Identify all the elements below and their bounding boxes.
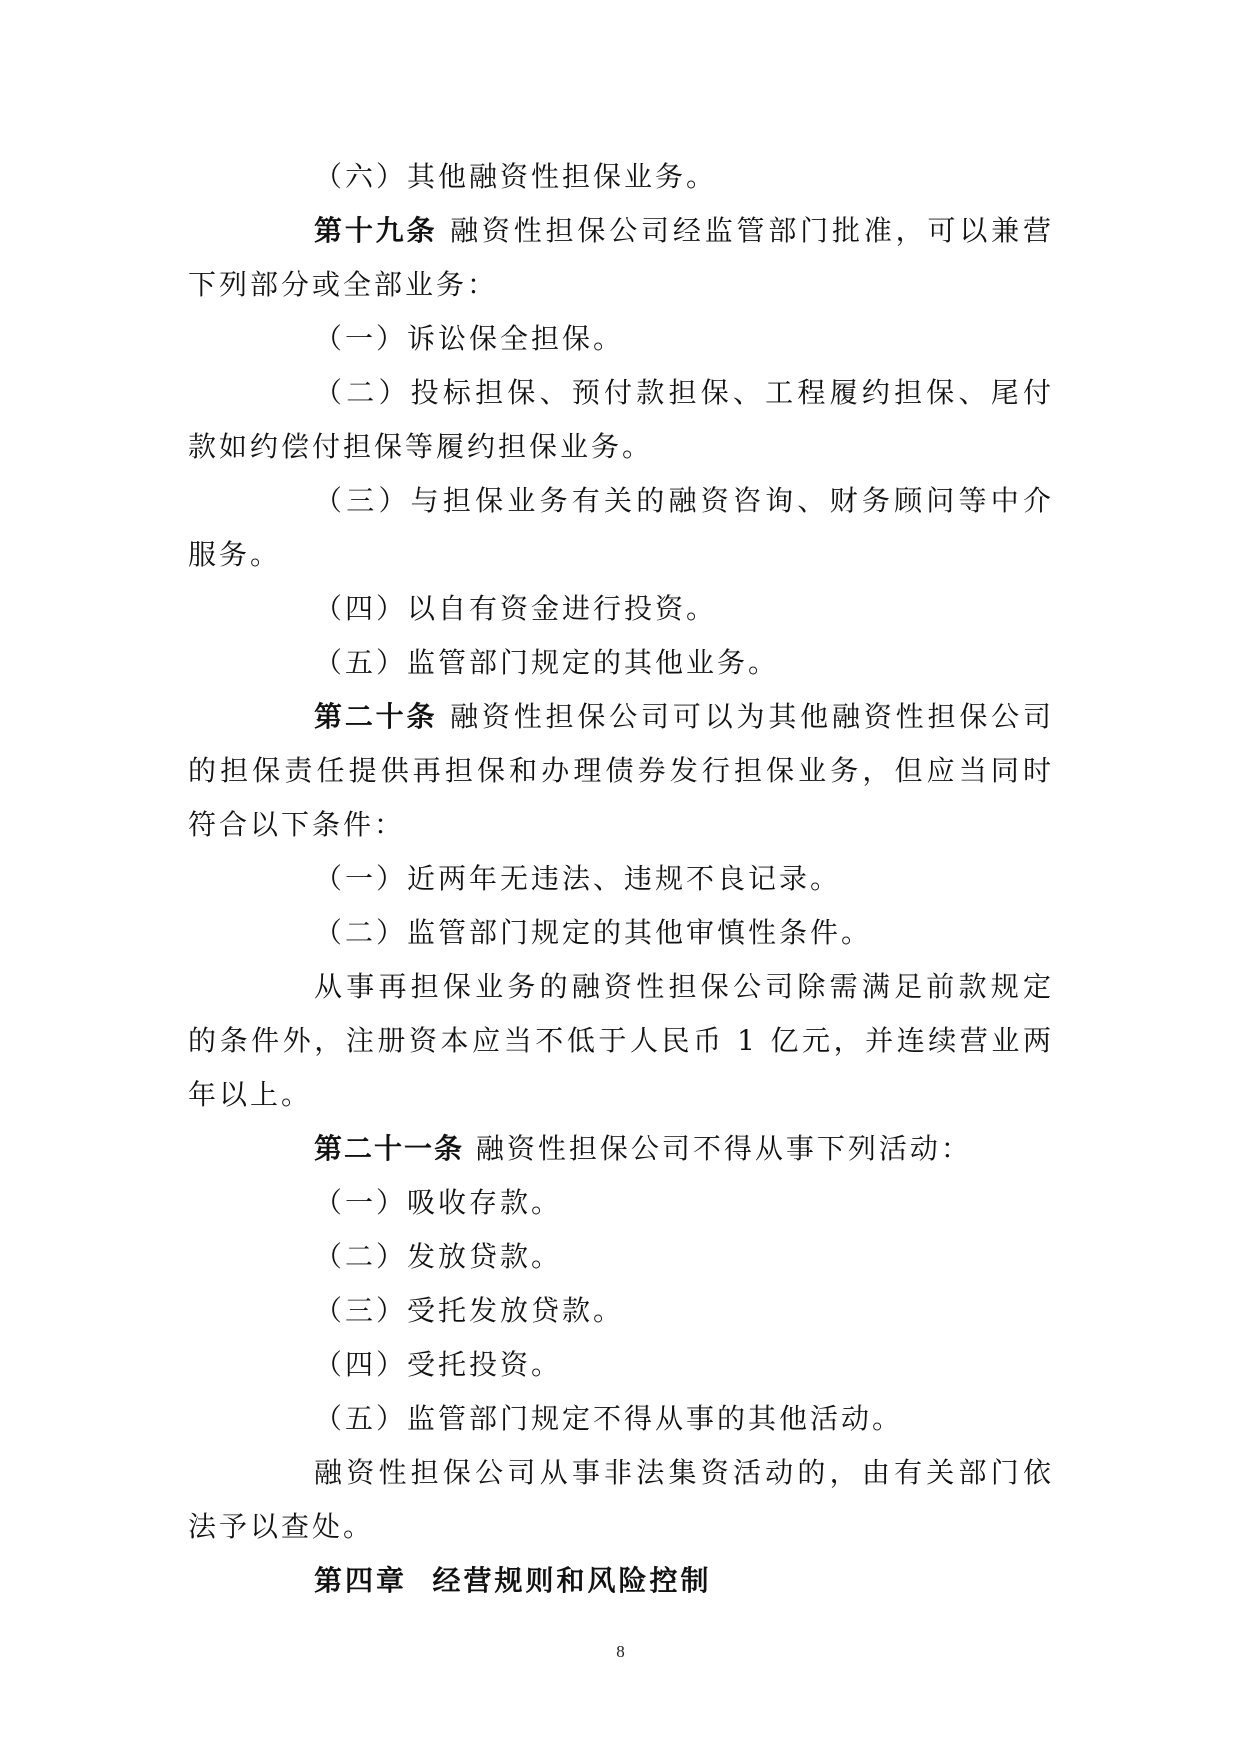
paragraph-text: （一）近两年无违法、违规不良记录。	[314, 862, 842, 895]
paragraph-text: 融资性担保公司经监管部门批准，可以兼营下列部分或全部业务：	[188, 214, 1054, 301]
paragraph-text: （三）与担保业务有关的融资咨询、财务顾问等中介服务。	[188, 484, 1054, 571]
paragraph-text: （四）受托投资。	[314, 1348, 563, 1381]
article-number: 第二十一条	[314, 1132, 465, 1165]
chapter-heading: 第四章 经营规则和风险控制	[314, 1564, 712, 1597]
paragraph-text: （二）监管部门规定的其他审慎性条件。	[314, 916, 873, 949]
clause-6-other-financing-guarantee	[188, 150, 1054, 204]
article-21-item-3	[188, 1284, 1054, 1338]
paragraph-text: （一）吸收存款。	[314, 1186, 563, 1219]
paragraph-text: 融资性担保公司可以为其他融资性担保公司的担保责任提供再担保和办理债券发行担保业务，但应当同时符合以下条件：	[188, 700, 1054, 841]
paragraph-text: （六）其他融资性担保业务。	[314, 160, 718, 193]
page-number: 8	[616, 1642, 625, 1661]
paragraph-text: 融资性担保公司从事非法集资活动的，由有关部门依法予以查处。	[188, 1456, 1054, 1543]
paragraph-text: 从事再担保业务的融资性担保公司除需满足前款规定的条件外，注册资本应当不低于人民币 1 亿元，并连续营业两年以上。	[188, 970, 1054, 1111]
article-21-item-2	[188, 1230, 1054, 1284]
paragraph-text: （二）发放贷款。	[314, 1240, 563, 1273]
paragraph-text: （五）监管部门规定的其他业务。	[314, 646, 780, 679]
article-20	[188, 690, 1054, 852]
paragraph-text: 融资性担保公司不得从事下列活动：	[475, 1132, 972, 1165]
article-21-paragraph-2	[188, 1446, 1054, 1554]
article-21-item-5	[188, 1392, 1054, 1446]
article-20-paragraph-2	[188, 960, 1054, 1122]
article-19-item-1	[188, 312, 1054, 366]
paragraph-text: （五）监管部门规定不得从事的其他活动。	[314, 1402, 904, 1435]
article-19-item-4	[188, 582, 1054, 636]
article-21-item-1	[188, 1176, 1054, 1230]
article-19	[188, 204, 1054, 312]
paragraph-text: （四）以自有资金进行投资。	[314, 592, 718, 625]
paragraph-text: （三）受托发放贷款。	[314, 1294, 625, 1327]
document-body	[188, 150, 1054, 1608]
article-20-item-2	[188, 906, 1054, 960]
article-19-item-5	[188, 636, 1054, 690]
article-19-item-2	[188, 366, 1054, 474]
article-19-item-3	[188, 474, 1054, 582]
article-21	[188, 1122, 1054, 1176]
paragraph-text: （一）诉讼保全担保。	[314, 322, 625, 355]
article-20-item-1	[188, 852, 1054, 906]
article-number: 第十九条	[314, 214, 438, 247]
article-21-item-4	[188, 1338, 1054, 1392]
paragraph-text: （二）投标担保、预付款担保、工程履约担保、尾付款如约偿付担保等履约担保业务。	[188, 376, 1054, 463]
article-number: 第二十条	[314, 700, 438, 733]
